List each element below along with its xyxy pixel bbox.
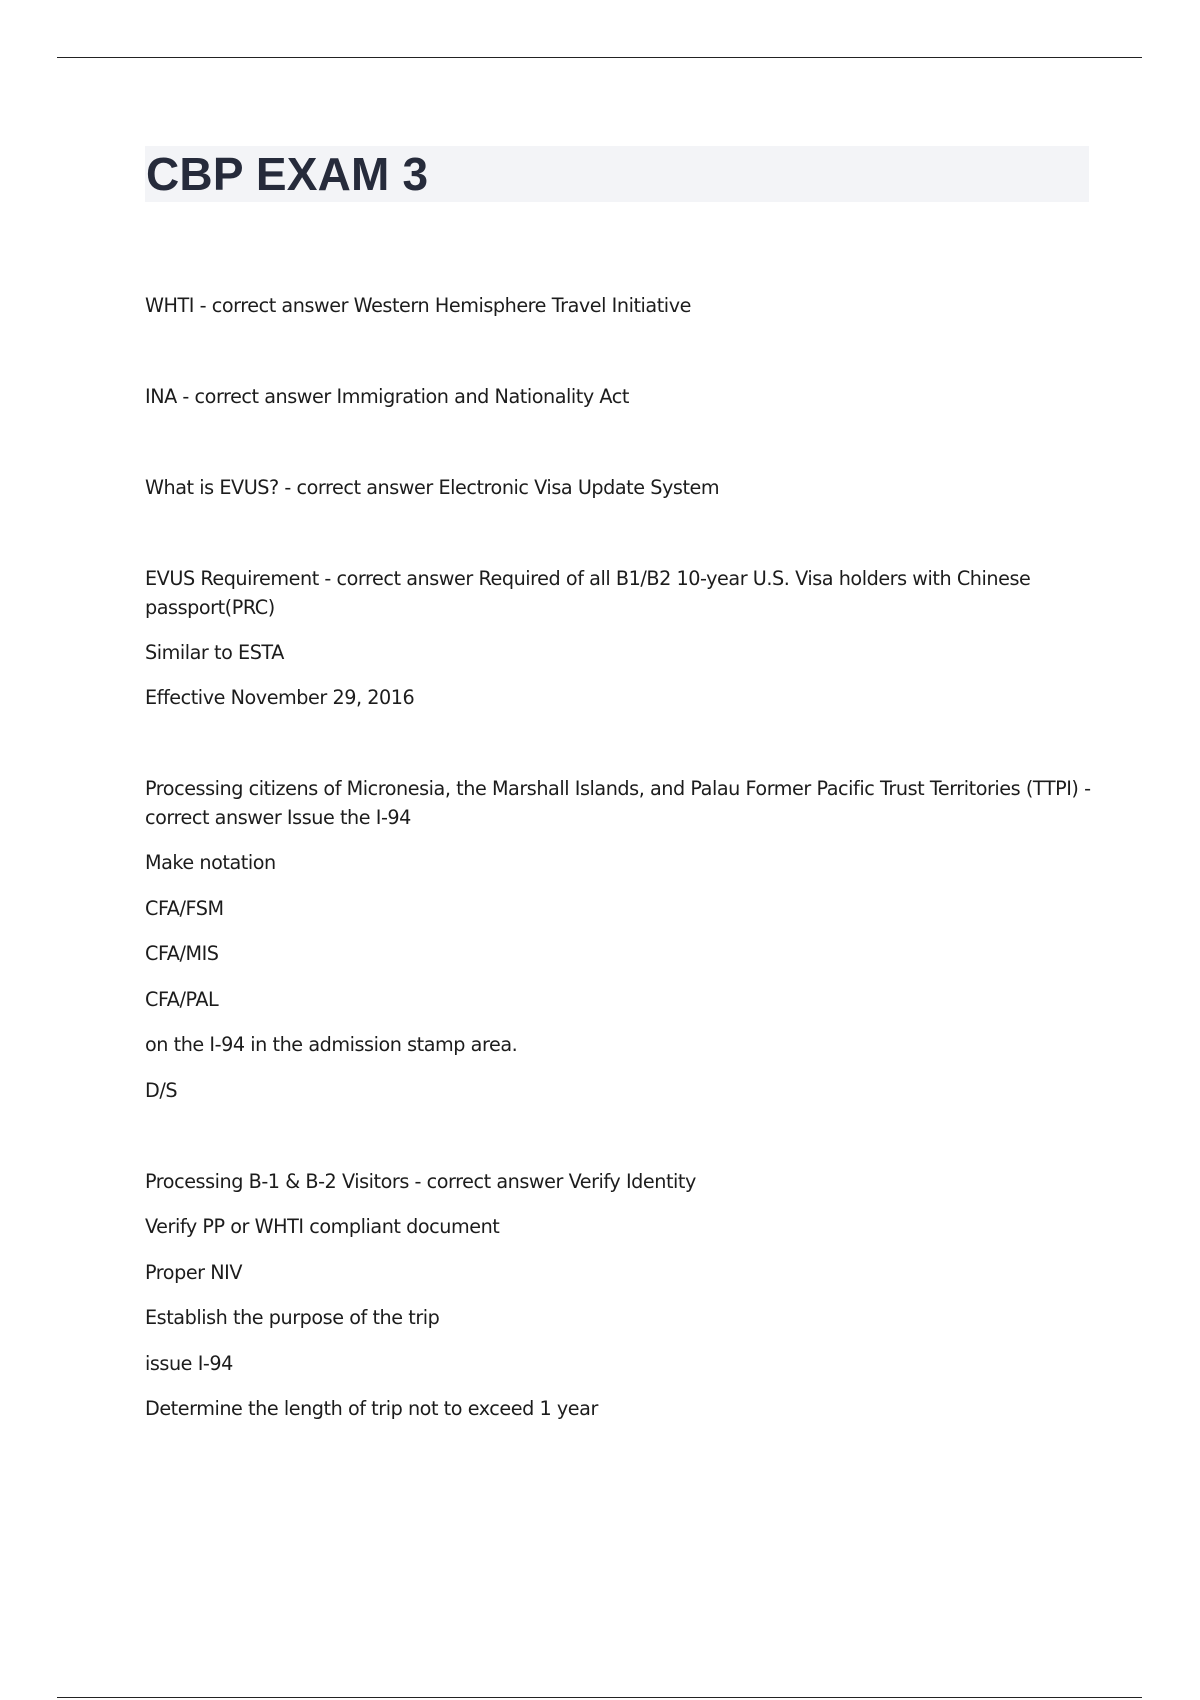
entry-ttpi: Processing citizens of Micronesia, the Marshall Islands, and Palau Former Pacific Trust Territories (TTPI) - correct answer Issue the I-94 bbox=[145, 777, 1091, 829]
entry-b1-b2: Processing B-1 & B-2 Visitors - correct answer Verify Identity bbox=[145, 1170, 696, 1193]
entry-ttpi-line: CFA/PAL bbox=[145, 988, 219, 1011]
entry-evus-requirement: EVUS Requirement - correct answer Required of all B1/B2 10-year U.S. Visa holders with Chinese passport(PRC) bbox=[145, 567, 1031, 619]
entry-evus-requirement-line: Effective November 29, 2016 bbox=[145, 686, 415, 709]
entry-ina: INA - correct answer Immigration and Nationality Act bbox=[145, 385, 629, 408]
entry-evus-requirement-line: Similar to ESTA bbox=[145, 641, 284, 664]
entry-b1-b2-line: Establish the purpose of the trip bbox=[145, 1306, 440, 1329]
entry-whti: WHTI - correct answer Western Hemisphere Travel Initiative bbox=[145, 294, 691, 317]
entry-ttpi-line: CFA/FSM bbox=[145, 897, 224, 920]
entry-b1-b2-line: issue I-94 bbox=[145, 1352, 233, 1375]
entry-ttpi-line: on the I-94 in the admission stamp area. bbox=[145, 1033, 518, 1056]
entry-b1-b2-line: Verify PP or WHTI compliant document bbox=[145, 1215, 500, 1238]
entry-b1-b2-line: Proper NIV bbox=[145, 1261, 243, 1284]
entry-ttpi-line: CFA/MIS bbox=[145, 942, 219, 965]
entry-ttpi-line: Make notation bbox=[145, 851, 276, 874]
footer-rule bbox=[57, 1697, 1142, 1698]
page-title: CBP EXAM 3 bbox=[146, 148, 429, 200]
entry-b1-b2-line: Determine the length of trip not to exceed 1 year bbox=[145, 1397, 598, 1420]
header-rule bbox=[57, 57, 1142, 58]
entry-evus: What is EVUS? - correct answer Electronic Visa Update System bbox=[145, 476, 720, 499]
entry-ttpi-line: D/S bbox=[145, 1079, 178, 1102]
